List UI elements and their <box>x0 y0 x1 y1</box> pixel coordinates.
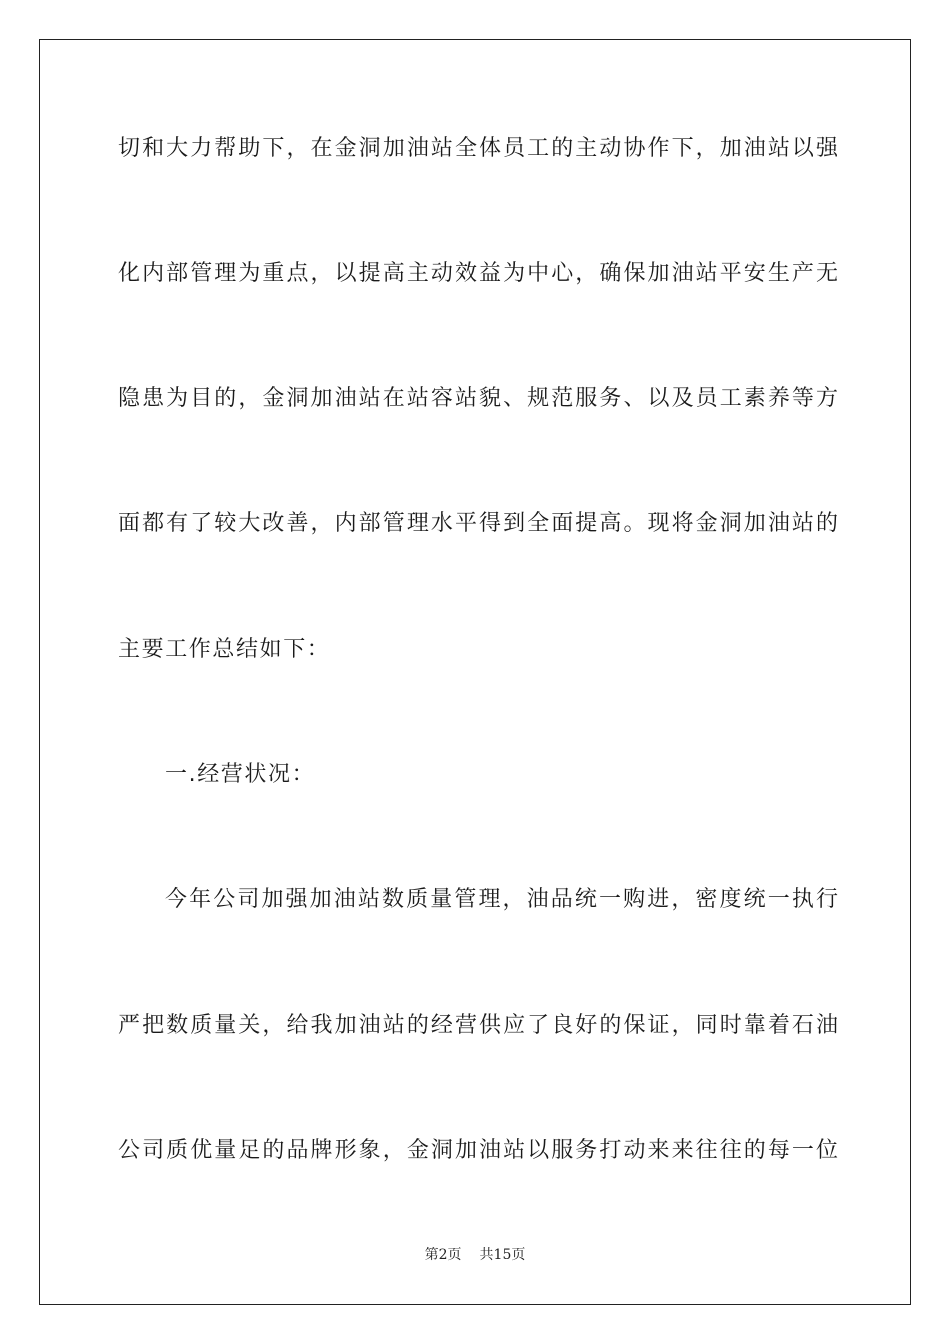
body-line-4: 面都有了较大改善，内部管理水平得到全面提高。现将金洞加油站的 <box>118 511 838 536</box>
body-line-7: 今年公司加强加油站数质量管理，油品统一购进，密度统一执行 <box>165 887 838 912</box>
page-total: 共15页 <box>479 1247 526 1263</box>
body-line-9: 公司质优量足的品牌形象，金洞加油站以服务打动来来往往的每一位 <box>118 1138 838 1163</box>
body-line-5: 主要工作总结如下： <box>118 637 331 662</box>
body-line-8: 严把数质量关，给我加油站的经营供应了良好的保证，同时靠着石油 <box>118 1013 838 1038</box>
body-line-1: 切和大力帮助下，在金洞加油站全体员工的主动协作下，加油站以强 <box>118 136 838 161</box>
page-number: 第2页 <box>424 1247 462 1263</box>
section-heading: 一.经营状况： <box>165 762 316 787</box>
page-border <box>39 39 911 1305</box>
body-line-3: 隐患为目的，金洞加油站在站容站貌、规范服务、以及员工素养等方 <box>118 386 838 411</box>
body-line-2: 化内部管理为重点，以提高主动效益为中心，确保加油站平安生产无 <box>118 261 838 286</box>
page-footer <box>0 1246 950 1264</box>
